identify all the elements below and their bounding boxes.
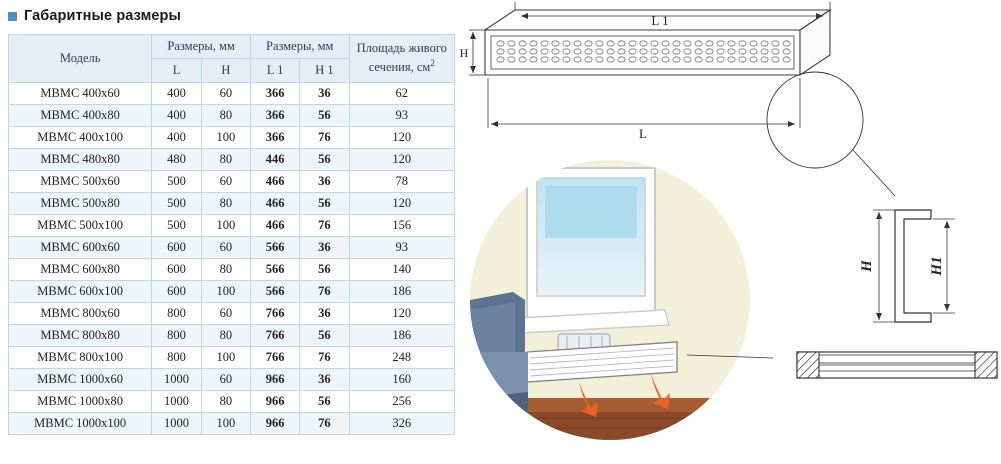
cell-l1: 966	[250, 369, 299, 391]
cell-area: 93	[349, 237, 454, 259]
cell-l: 800	[152, 325, 201, 347]
cell-l: 480	[152, 149, 201, 171]
cell-area: 326	[349, 413, 454, 435]
cell-model: МВМС 800х80	[9, 325, 152, 347]
cell-h: 60	[201, 237, 250, 259]
table-row	[9, 281, 455, 303]
cell-area: 186	[349, 325, 454, 347]
cell-l1: 366	[250, 105, 299, 127]
cell-area: 186	[349, 281, 454, 303]
cell-l1: 566	[250, 237, 299, 259]
cell-h1: 76	[300, 413, 349, 435]
cell-l: 600	[152, 281, 201, 303]
cell-h1: 56	[300, 149, 349, 171]
cell-l: 500	[152, 171, 201, 193]
cell-h: 100	[201, 215, 250, 237]
cell-l1: 966	[250, 391, 299, 413]
cell-model: МВМС 400х80	[9, 105, 152, 127]
cell-h: 60	[201, 171, 250, 193]
cell-area: 140	[349, 259, 454, 281]
header-area-label: Площадь живого сечения, см	[356, 41, 447, 75]
dimensions-table-wrapper	[8, 34, 455, 435]
cell-l1: 566	[250, 281, 299, 303]
cell-l: 600	[152, 259, 201, 281]
cell-l: 400	[152, 105, 201, 127]
table-header-row-1	[9, 35, 455, 59]
table-row	[9, 127, 455, 149]
table-row	[9, 237, 455, 259]
illustrations	[455, 0, 1001, 464]
table-row	[9, 215, 455, 237]
cell-h1: 36	[300, 171, 349, 193]
cell-h: 100	[201, 413, 250, 435]
cell-model: МВМС 600х60	[9, 237, 152, 259]
cell-h1: 56	[300, 325, 349, 347]
cell-model: МВМС 1000х100	[9, 413, 152, 435]
plan-section-drawing	[797, 352, 997, 378]
cell-l1: 366	[250, 83, 299, 105]
cell-area: 62	[349, 83, 454, 105]
cell-h1: 76	[300, 215, 349, 237]
cell-h: 100	[201, 281, 250, 303]
cell-h1: 56	[300, 391, 349, 413]
cell-l: 1000	[152, 369, 201, 391]
cell-l1: 466	[250, 193, 299, 215]
cell-l: 800	[152, 347, 201, 369]
cell-h1: 56	[300, 105, 349, 127]
cell-area: 120	[349, 149, 454, 171]
cell-model: МВМС 800х60	[9, 303, 152, 325]
table-row	[9, 347, 455, 369]
table-row	[9, 369, 455, 391]
dimensions-table	[8, 34, 455, 435]
cell-h1: 76	[300, 347, 349, 369]
cell-h1: 36	[300, 303, 349, 325]
cell-h: 80	[201, 193, 250, 215]
cell-h: 80	[201, 325, 250, 347]
cell-l1: 446	[250, 149, 299, 171]
page-title: Габаритные размеры	[24, 8, 181, 24]
cell-l: 500	[152, 215, 201, 237]
installation-scene	[470, 160, 773, 440]
cell-h: 100	[201, 347, 250, 369]
label-h: H	[459, 46, 469, 60]
cell-area: 93	[349, 105, 454, 127]
cell-h1: 36	[300, 237, 349, 259]
cell-l1: 766	[250, 303, 299, 325]
cell-l1: 466	[250, 171, 299, 193]
header-group-1: Размеры, мм	[152, 35, 251, 59]
cell-area: 160	[349, 369, 454, 391]
bullet-icon	[8, 12, 17, 21]
cell-l1: 566	[250, 259, 299, 281]
header-area	[349, 35, 454, 83]
cell-h1: 36	[300, 369, 349, 391]
cell-h: 60	[201, 83, 250, 105]
cross-section-drawing	[859, 210, 955, 322]
cell-model: МВМС 800х100	[9, 347, 152, 369]
cell-area: 120	[349, 127, 454, 149]
illustration-svg	[455, 0, 1001, 464]
table-body	[9, 83, 455, 435]
cell-model: МВМС 600х80	[9, 259, 152, 281]
cell-h: 80	[201, 391, 250, 413]
cell-l: 500	[152, 193, 201, 215]
cell-h1: 36	[300, 83, 349, 105]
header-l: L	[152, 59, 201, 83]
header-area-superscript: 2	[430, 58, 435, 69]
grille-louvre-slots	[497, 41, 790, 62]
cell-h: 80	[201, 259, 250, 281]
cell-model: МВМС 500х60	[9, 171, 152, 193]
cell-l1: 966	[250, 413, 299, 435]
table-row	[9, 303, 455, 325]
table-row	[9, 83, 455, 105]
cell-h: 80	[201, 149, 250, 171]
cell-h: 60	[201, 303, 250, 325]
table-row	[9, 413, 455, 435]
cell-l: 1000	[152, 413, 201, 435]
cell-area: 156	[349, 215, 454, 237]
header-l1: L 1	[250, 59, 299, 83]
cell-h: 60	[201, 369, 250, 391]
table-row	[9, 105, 455, 127]
label-l: L	[639, 126, 647, 141]
cell-area: 120	[349, 193, 454, 215]
cell-h: 100	[201, 127, 250, 149]
cell-model: МВМС 500х80	[9, 193, 152, 215]
cell-area: 256	[349, 391, 454, 413]
cell-h: 80	[201, 105, 250, 127]
label-section-h1: H1	[929, 256, 945, 276]
cell-area: 78	[349, 171, 454, 193]
cell-l1: 366	[250, 127, 299, 149]
cell-l1: 766	[250, 347, 299, 369]
cell-h1: 56	[300, 259, 349, 281]
cell-area: 248	[349, 347, 454, 369]
header-h: H	[201, 59, 250, 83]
cell-model: МВМС 400х60	[9, 83, 152, 105]
cell-l: 1000	[152, 391, 201, 413]
cell-area: 120	[349, 303, 454, 325]
table-row	[9, 171, 455, 193]
cell-l: 400	[152, 83, 201, 105]
table-header	[9, 35, 455, 83]
table-row	[9, 325, 455, 347]
cell-l: 600	[152, 237, 201, 259]
cell-h1: 76	[300, 281, 349, 303]
table-row	[9, 193, 455, 215]
cell-model: МВМС 480х80	[9, 149, 152, 171]
label-l1: L 1	[651, 13, 669, 28]
cell-l: 800	[152, 303, 201, 325]
header-group-2: Размеры, мм	[250, 35, 349, 59]
cell-model: МВМС 500х100	[9, 215, 152, 237]
label-section-h: H	[859, 260, 875, 272]
cell-model: МВМС 600х100	[9, 281, 152, 303]
table-row	[9, 391, 455, 413]
header-h1: H 1	[300, 59, 349, 83]
section-title	[8, 8, 181, 24]
cell-model: МВМС 1000х80	[9, 391, 152, 413]
cell-model: МВМС 400х100	[9, 127, 152, 149]
table-row	[9, 259, 455, 281]
cell-model: МВМС 1000х60	[9, 369, 152, 391]
cell-l: 400	[152, 127, 201, 149]
cell-l1: 766	[250, 325, 299, 347]
cell-h1: 56	[300, 193, 349, 215]
cell-h1: 76	[300, 127, 349, 149]
table-row	[9, 149, 455, 171]
header-model: Модель	[9, 35, 152, 83]
cell-l1: 466	[250, 215, 299, 237]
